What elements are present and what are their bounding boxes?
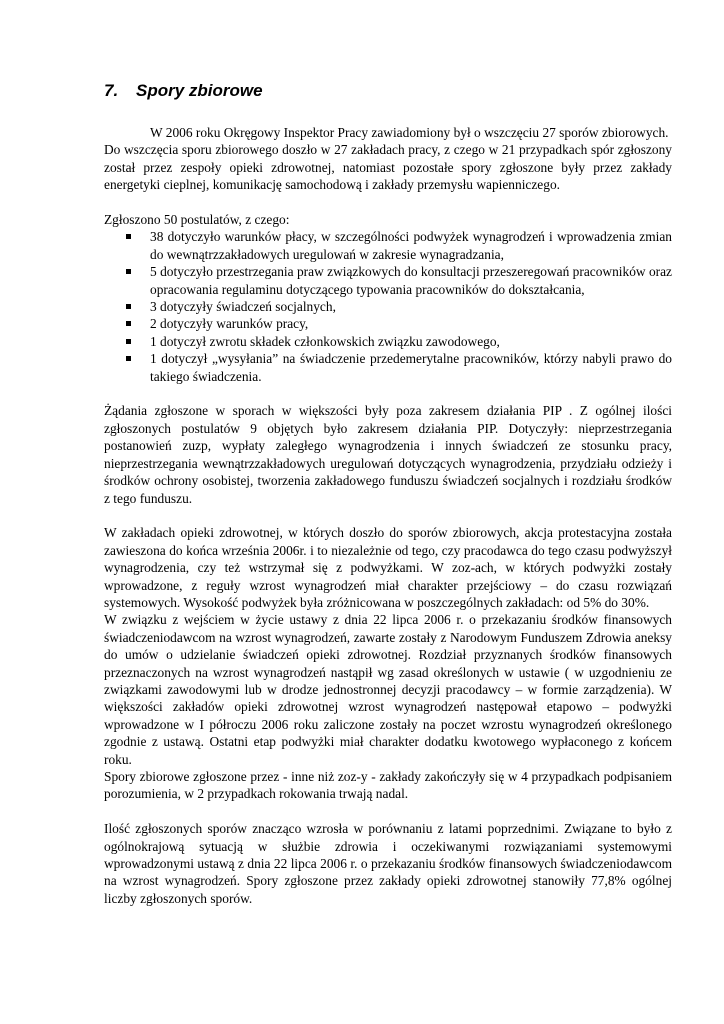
section-number: 7. bbox=[104, 81, 119, 100]
paragraph-origin: Do wszczęcia sporu zbiorowego doszło w 27 zakładach pracy, z czego w 21 przypadkach spór zgłoszony został przez zespoły opieki zdrowotnej, natomiast pozostałe spory zgłoszone były przez zakłady energetyki cieplnej, komunikację samochodową i zakłady przemysłu wapienniczego. bbox=[104, 142, 672, 193]
paragraph-act-funding: W związku z wejściem w życie ustawy z dnia 22 lipca 2006 r. o przekazaniu środków finansowych świadczeniodawcom na wzrost wynagrodzeń, zawarte zostały z Narodowym Funduszem Zdrowia aneksy do umów o udzielanie świadczeń opieki zdrowotnej. Rozdział przyznanych środków finansowych przeznaczonych na wzrost wynagrodzeń nastąpił wg zasad określonych w ustawie ( w uzgodnieniu ze związkami zawodowymi lub w drodze jednostronnej decyzji pracodawcy – w formie zarządzenia). W większości zakładów opieki zdrowotnej wzrost wynagrodzeń następował etapowo – podwyżki wprowadzone w I półroczu 2006 roku zaliczone zostały na poczet wzrostu wynagrodzeń określonego zgodnie z ustawą. Ostatni etap podwyżki miał charakter dodatku kwotowego wypłaconego z końcem roku. bbox=[104, 612, 672, 767]
list-item: 1 dotyczył zwrotu składek członkowskich związku zawodowego, bbox=[150, 333, 672, 350]
paragraph-healthcare-action: W zakładach opieki zdrowotnej, w których doszło do sporów zbiorowych, akcja protestacyjna została zawieszona do końca września 2006r. i to niezależnie od tego, czy pracodawca do tego czasu podwyższył wynagrodzenia, czy też wstrzymał się z podwyżkami. W zoz-ach, w których podwyżki zostały wprowadzone, z reguły wzrost wynagrodzeń miał charakter przejściowy – do czasu rozwiązań systemowych. Wysokość podwyżek była zróżnicowana w poszczególnych zakładach: od 5% do 30%. bbox=[104, 525, 672, 610]
postulates-list bbox=[104, 228, 672, 385]
section-heading bbox=[104, 80, 263, 102]
paragraph-summary: Ilość zgłoszonych sporów znacząco wzrosła w porównaniu z latami poprzednimi. Związane to było z ogólnokrajową sytuacją w służbie zdrowia i oczekiwanymi rozwiązaniami systemowymi wprowadzonymi ustawą z dnia 22 lipca 2006 r. o przekazaniu środków finansowych świadczeniodawcom na wzrost wynagrodzeń. Spory zgłoszone przez zakłady opieki zdrowotnej stanowiły 77,8% ogólnej liczby zgłoszonych sporów. bbox=[104, 821, 672, 906]
paragraph-other-disputes: Spory zbiorowe zgłoszone przez - inne niż zoz-y - zakłady zakończyły się w 4 przypadkach podpisaniem porozumienia, w 2 przypadkach rokowania trwają nadal. bbox=[104, 768, 672, 802]
bullet-square-icon bbox=[126, 304, 131, 309]
paragraph-postulates-lead: Zgłoszono 50 postulatów, z czego: bbox=[104, 212, 290, 228]
list-item: 38 dotyczyło warunków płacy, w szczególności podwyżek wynagrodzeń i wprowadzenia zmian do wewnątrzzakładowych uregulowań w zakresie wynagradzania, bbox=[150, 228, 672, 263]
list-item: 3 dotyczyły świadczeń socjalnych, bbox=[150, 298, 672, 315]
document-body bbox=[104, 124, 672, 907]
bullet-square-icon bbox=[126, 234, 131, 239]
list-item: 5 dotyczyło przestrzegania praw związkowych do konsultacji przeszeregowań pracowników oraz opracowania regulaminu dotyczącego typowania pracowników do dokształcania, bbox=[150, 263, 672, 298]
paragraph-demands: Żądania zgłoszone w sporach w większości były poza zakresem działania PIP . Z ogólnej ilości zgłoszonych postulatów 9 objętych było zakresem działania PIP. Dotyczyły: nieprzestrzegania postanowień zuzp, wypłaty zaległego wynagrodzenia i innych świadczeń ze stosunku pracy, nieprzestrzegania wewnątrzzakładowych uregulowań dotyczących wynagrodzenia, przydziału odzieży i środków ochrony osobistej, tworzenia zakładowego funduszu świadczeń socjalnych i rozdziału środków z tego funduszu. bbox=[104, 403, 672, 506]
list-item: 1 dotyczył „wysyłania” na świadczenie przedemerytalne pracowników, którzy nabyli prawo do takiego świadczenia. bbox=[150, 350, 672, 385]
paragraph-intro: W 2006 roku Okręgowy Inspektor Pracy zawiadomiony był o wszczęciu 27 sporów zbiorowych. bbox=[150, 125, 669, 140]
list-item: 2 dotyczyły warunków pracy, bbox=[150, 315, 672, 332]
bullet-square-icon bbox=[126, 339, 131, 344]
bullet-square-icon bbox=[126, 269, 131, 274]
section-title: Spory zbiorowe bbox=[136, 81, 263, 100]
bullet-square-icon bbox=[126, 356, 131, 361]
bullet-square-icon bbox=[126, 321, 131, 326]
